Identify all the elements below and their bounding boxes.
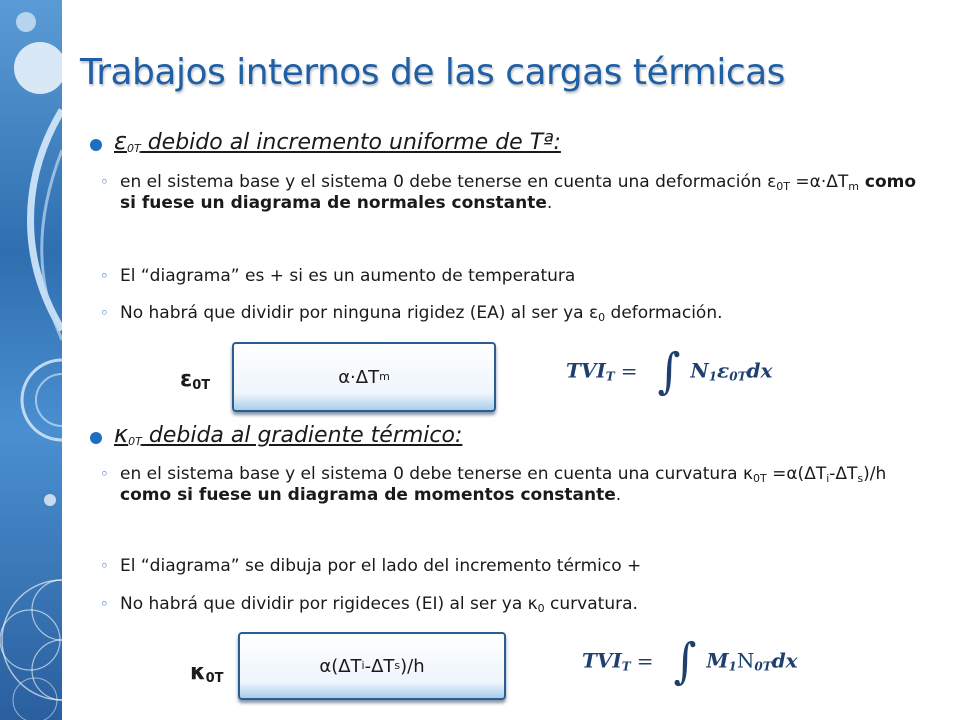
list-item [100,556,920,577]
formula-term: ε [717,358,730,383]
circle-bullet-icon: ◦ [100,173,109,191]
section-heading-gradient [114,420,462,448]
formula-term: dx [771,648,798,673]
item-text: . [546,193,553,213]
formula-lhs: TVI [566,358,606,383]
integral-icon: ∫ [657,343,681,400]
label-symbol: ε [180,367,193,392]
list-item [100,172,920,214]
kappa-subscript: 0T [128,435,142,448]
bullet-icon [90,139,102,151]
formula-lhs: TVI [582,648,622,673]
item-subscript: i [826,472,830,485]
item-subscript: s [857,472,864,485]
circle-bullet-icon: ◦ [100,465,109,483]
item-text: No habrá que dividir por rigideces (EI) al ser ya κ [120,594,538,614]
circle-bullet-icon: ◦ [100,267,109,285]
item-text: No habrá que dividir por ninguna rigidez (EA) al ser ya ε [120,303,599,323]
item-text: =α·ΔT [790,172,849,192]
circle-bullet-icon: ◦ [100,557,109,575]
item-text: El “diagrama” es + si es un aumento de temperatura [120,266,576,286]
item-text: -ΔT [829,464,858,484]
formula-term: N [690,358,709,383]
item-text: deformación. [605,303,723,323]
circle-bullet-icon: ◦ [100,304,109,322]
equals-sign: = [620,358,638,383]
normal-diagram-box: α·ΔT m [232,342,496,412]
integral-icon: ∫ [673,633,697,690]
list-item [100,464,920,506]
item-text: . [615,485,622,505]
decorative-sidebar [0,0,62,720]
item-subscript: 0T [776,180,790,193]
box-text: -ΔT [364,655,395,677]
kappa-symbol: κ [114,420,129,448]
formula-moment [582,633,798,690]
formula-subscript: 1 [728,659,737,674]
formula-subscript: 1 [708,369,718,384]
item-bold-text: como si fuese un diagrama de momentos constante [120,485,616,505]
formula-subscript: T [621,659,631,674]
equals-sign: = [636,648,654,673]
item-text: en el sistema base y el sistema 0 debe tenerse en cuenta una deformación ε [120,172,777,192]
formula-term: N [736,648,755,673]
epsilon-symbol: ε [114,127,127,155]
item-text: =α(ΔT [766,464,827,484]
formula-subscript: T [605,369,615,384]
formula-term: dx [746,358,773,383]
item-text: )/h [863,464,887,484]
heading-text: debida al gradiente térmico: [141,423,463,448]
list-item [100,266,920,287]
page-title: Trabajos internos de las cargas térmicas [80,52,785,93]
formula-normal [566,343,773,400]
item-text: El “diagrama” se dibuja por el lado del incremento térmico + [120,556,642,576]
formula-subscript: 0T [729,369,747,384]
bullet-icon [90,432,102,444]
label-subscript: 0T [192,378,211,393]
circle-bullet-icon: ◦ [100,595,109,613]
item-subscript: 0 [598,311,606,324]
item-subscript: 0 [537,602,545,615]
item-text: en el sistema base y el sistema 0 debe tenerse en cuenta una curvatura κ [120,464,753,484]
item-subscript: m [848,180,859,193]
list-item [100,594,920,615]
sidebar-pattern [0,0,62,720]
kappa-box-label [190,660,224,685]
epsilon-subscript: 0T [126,142,141,155]
moment-diagram-box: α(ΔT i -ΔT s )/h [238,632,506,700]
list-item [100,303,920,324]
item-subscript: 0T [752,472,767,485]
label-symbol: κ [190,660,206,685]
epsilon-box-label [180,367,210,392]
item-text: curvatura. [544,594,638,614]
item-bold-text: como si fuese un diagrama de normales constante [120,172,917,213]
section-heading-uniform [114,127,561,155]
box-text: α(ΔT [319,655,362,677]
formula-subscript: 0T [754,659,772,674]
box-text: )/h [400,655,425,677]
box-text: α·ΔT [338,366,380,388]
formula-term: M [706,648,729,673]
heading-text: debido al incremento uniforme de Tª: [140,130,561,155]
label-subscript: 0T [205,671,224,686]
